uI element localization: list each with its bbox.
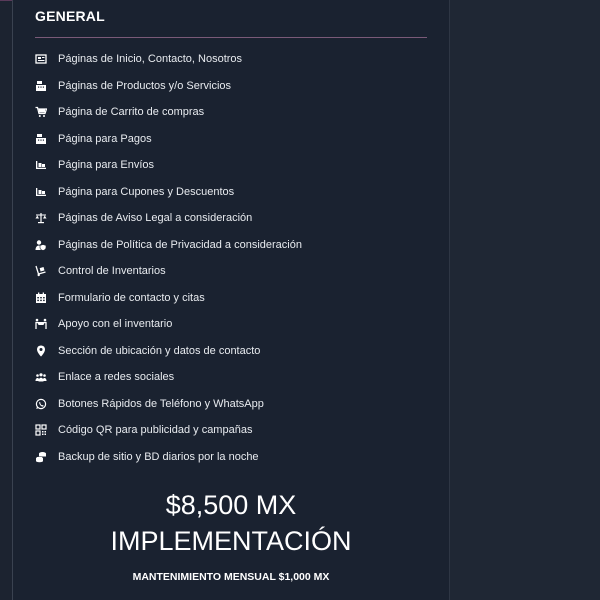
feature-item bbox=[35, 258, 435, 285]
whatsapp-icon bbox=[35, 398, 47, 410]
feature-item bbox=[35, 205, 435, 232]
coins-icon bbox=[35, 451, 47, 463]
feature-list bbox=[35, 46, 435, 470]
feature-label: Código QR para publicidad y campañas bbox=[58, 424, 253, 437]
feature-label: Páginas de Productos y/o Servicios bbox=[58, 79, 232, 92]
feature-item bbox=[35, 285, 435, 312]
feature-label: Páginas de Aviso Legal a consideración bbox=[58, 212, 253, 225]
feature-item bbox=[35, 99, 435, 126]
feature-item bbox=[35, 391, 435, 418]
balance-scale-icon bbox=[35, 212, 47, 224]
feature-item bbox=[35, 364, 435, 391]
feature-item bbox=[35, 444, 435, 471]
map-marker-icon bbox=[35, 345, 47, 357]
shopping-cart-icon bbox=[35, 106, 47, 118]
feature-item bbox=[35, 152, 435, 179]
price-amount: $8,500 MX bbox=[165, 490, 297, 520]
cash-register-icon bbox=[35, 133, 47, 145]
left-sidebar-edge bbox=[0, 0, 13, 600]
feature-item bbox=[35, 338, 435, 365]
dolly-icon bbox=[35, 265, 47, 277]
cash-register-icon bbox=[35, 80, 47, 92]
truck-icon bbox=[35, 186, 47, 198]
feature-label: Backup de sitio y BD diarios por la noche bbox=[58, 450, 259, 463]
user-shield-icon bbox=[35, 239, 47, 251]
feature-item bbox=[35, 311, 435, 338]
top-accent-line bbox=[0, 0, 12, 1]
calendar-icon bbox=[35, 292, 47, 304]
feature-item bbox=[35, 232, 435, 259]
feature-label: Formulario de contacto y citas bbox=[58, 291, 205, 304]
maintenance-price: MANTENIMIENTO MENSUAL $1,000 MX bbox=[132, 571, 330, 583]
feature-label: Página de Carrito de compras bbox=[58, 106, 205, 119]
feature-item bbox=[35, 46, 435, 73]
feature-label: Página para Pagos bbox=[58, 132, 152, 145]
price-subtitle: IMPLEMENTACIÓN bbox=[110, 526, 352, 556]
right-panel bbox=[450, 0, 600, 600]
feature-label: Página para Envíos bbox=[58, 159, 155, 172]
feature-label: Botones Rápidos de Teléfono y WhatsApp bbox=[58, 397, 264, 410]
qrcode-icon bbox=[35, 424, 47, 436]
users-icon bbox=[35, 371, 47, 383]
feature-label: Enlace a redes sociales bbox=[58, 371, 175, 384]
truck-icon bbox=[35, 159, 47, 171]
feature-item bbox=[35, 73, 435, 100]
feature-label: Páginas de Política de Privacidad a consideración bbox=[58, 238, 302, 251]
feature-label: Apoyo con el inventario bbox=[58, 318, 173, 331]
feature-label: Sección de ubicación y datos de contacto bbox=[58, 344, 261, 357]
feature-item bbox=[35, 417, 435, 444]
title-divider bbox=[35, 37, 427, 38]
section-title: GENERAL bbox=[35, 8, 105, 24]
people-carry-icon bbox=[35, 318, 47, 330]
feature-label: Control de Inventarios bbox=[58, 265, 166, 278]
feature-item bbox=[35, 179, 435, 206]
feature-label: Página para Cupones y Descuentos bbox=[58, 185, 235, 198]
feature-label: Páginas de Inicio, Contacto, Nosotros bbox=[58, 53, 243, 66]
feature-item bbox=[35, 126, 435, 153]
newspaper-icon bbox=[35, 53, 47, 65]
